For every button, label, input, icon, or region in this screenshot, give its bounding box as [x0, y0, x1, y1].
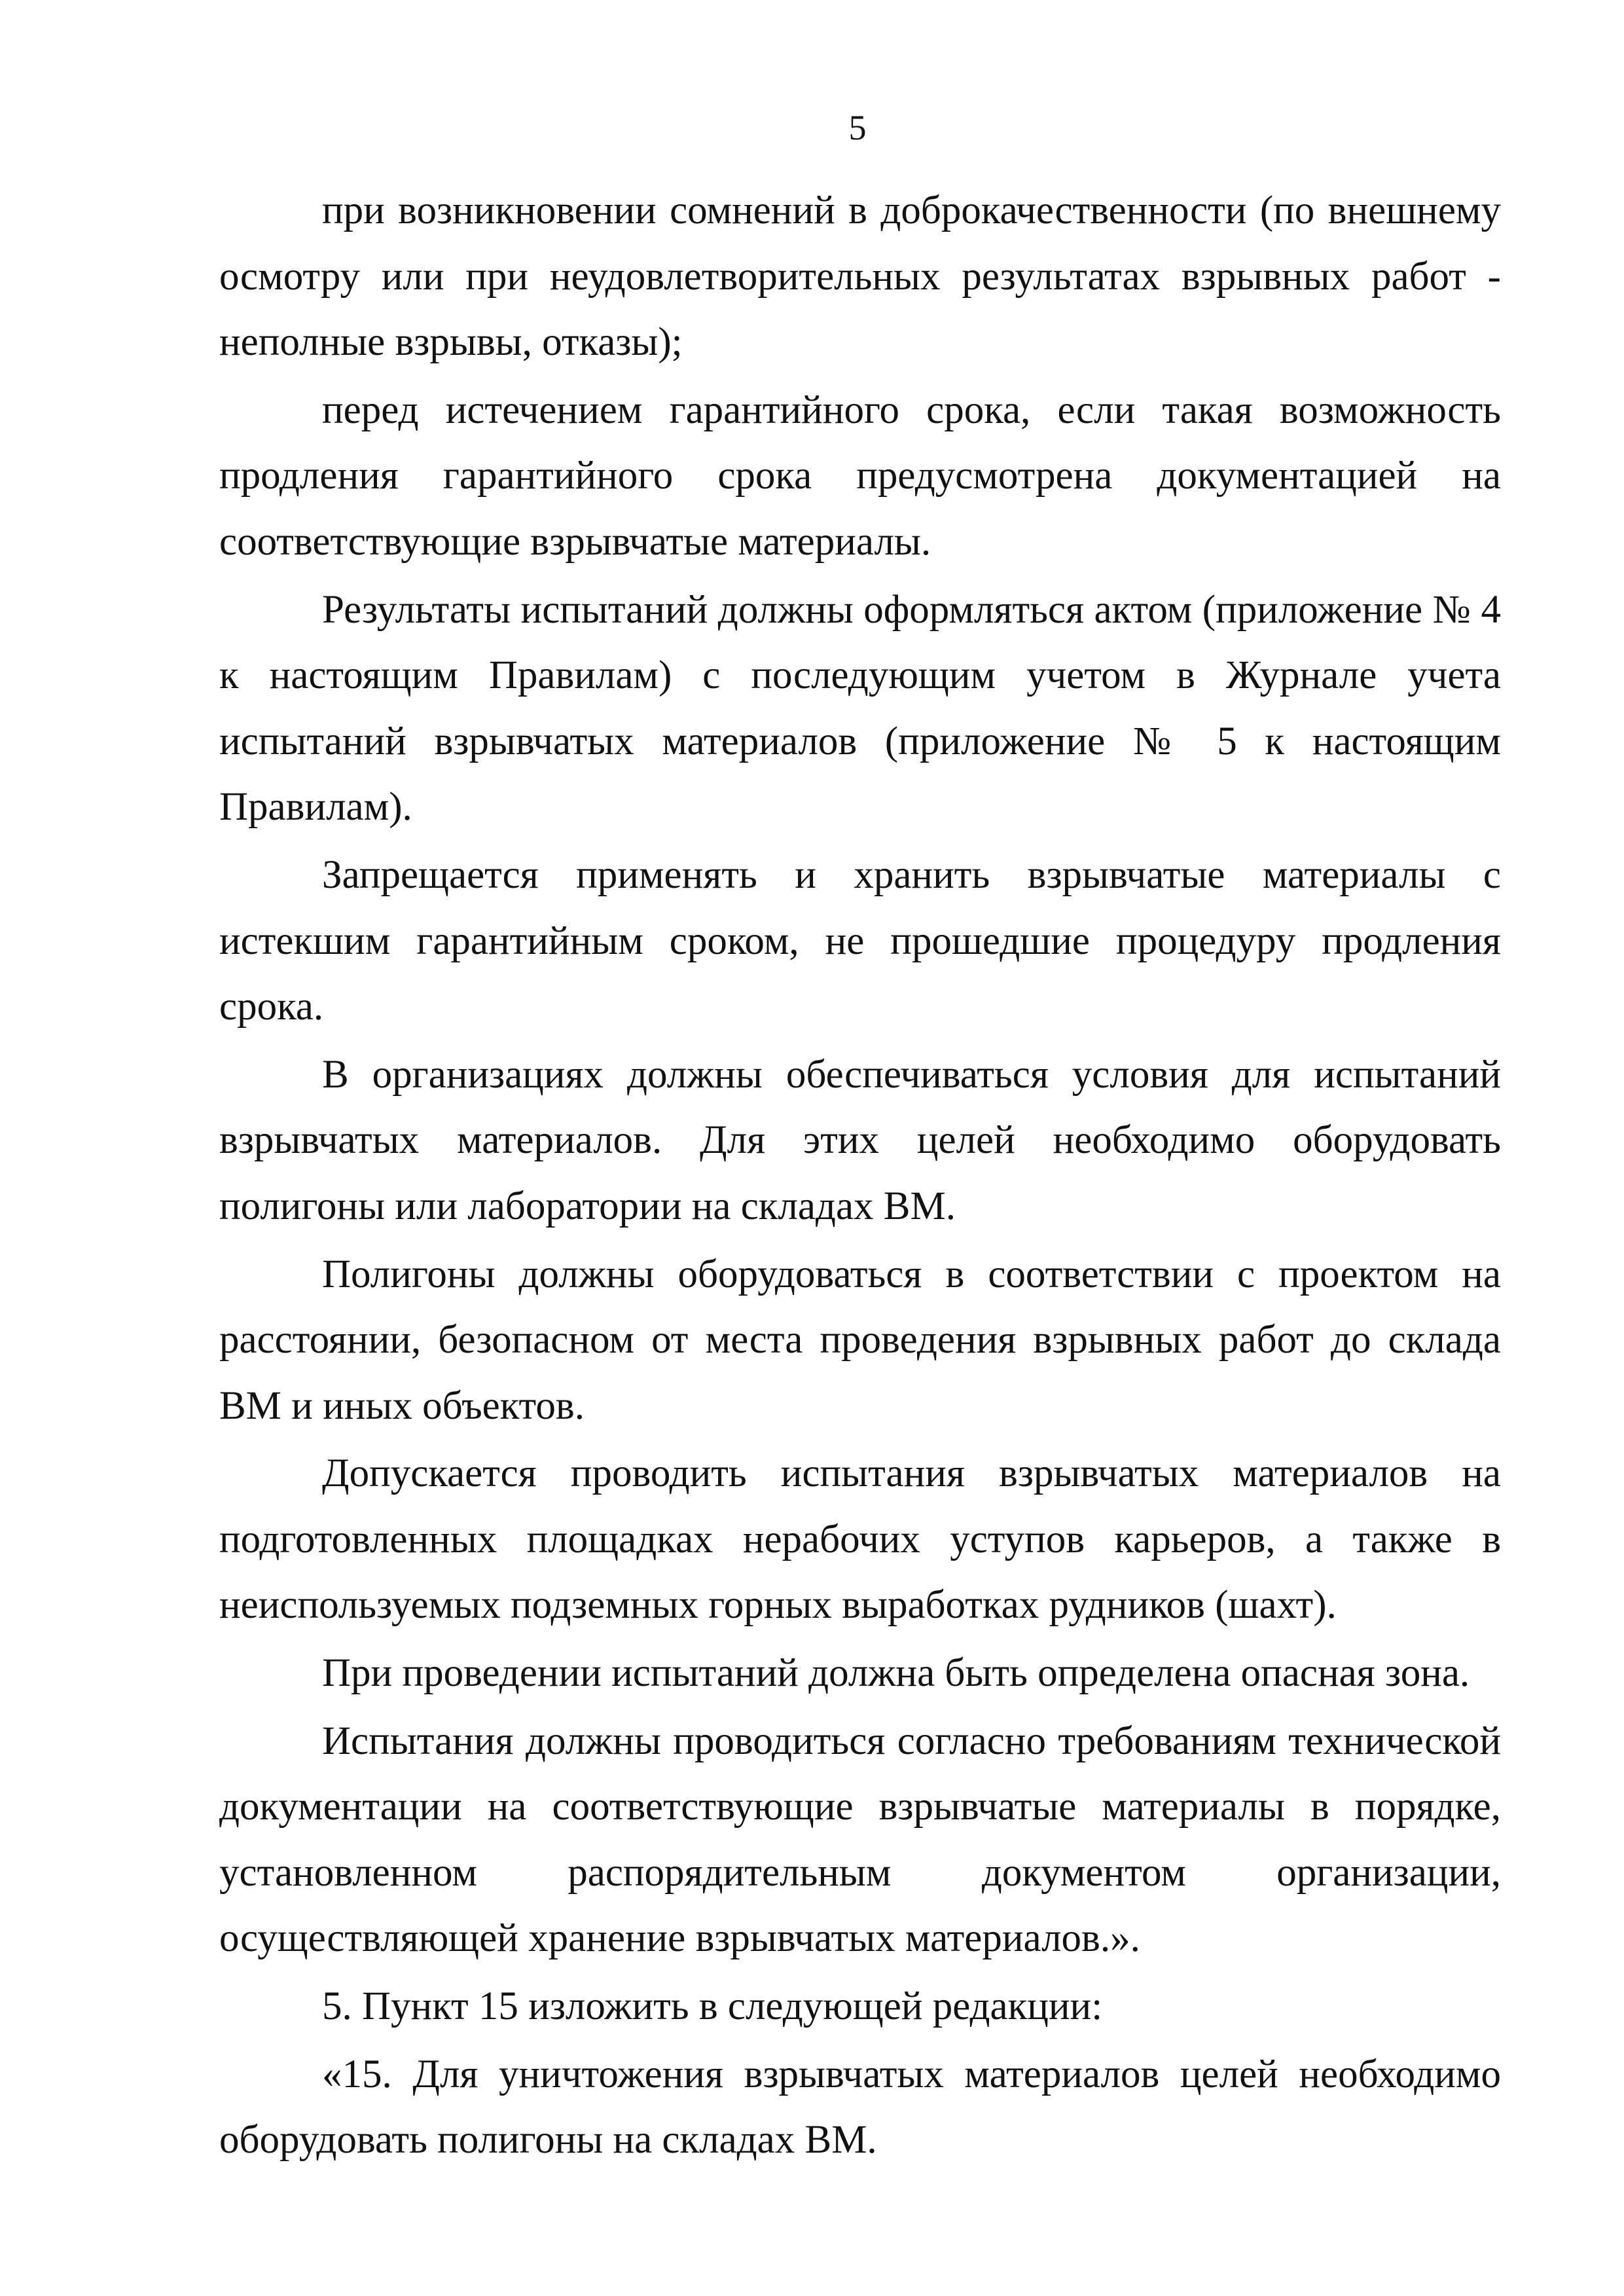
paragraph-danger-zone: При проведении испытаний должна быть определена опасная зона.: [322, 1651, 1470, 1696]
paragraph-item-15: «15. Для уничтожения взрывчатых материалов целей необходимо оборудовать полигоны на складах ВМ.: [219, 2052, 1501, 2162]
paragraph-test-requirements: Испытания должны проводиться согласно требованиям технической документации на соответствующие взрывчатые материалы в порядке, установленном распорядительным документом организации, осуществляющей хранение взрывчатых материалов.».: [219, 1719, 1501, 1961]
paragraph-warranty-expiry: перед истечением гарантийного срока, если такая возможность продления гарантийного срока предусмотрена документацией на соответствующие взрывчатые материалы.: [219, 388, 1501, 564]
paragraph-item-5: 5. Пункт 15 изложить в следующей редакции:: [322, 1984, 1103, 2029]
document-body: [219, 178, 1501, 2174]
page-number: 5: [848, 108, 867, 147]
paragraph-permitted-sites: Допускается проводить испытания взрывчатых материалов на подготовленных площадках нерабочих уступов карьеров, а также в неиспользуемых подземных горных выработках рудников (шахт).: [219, 1451, 1501, 1628]
paragraph-prohibition: Запрещается применять и хранить взрывчатые материалы с истекшим гарантийным сроком, не прошедшие процедуру продления срока.: [219, 852, 1501, 1029]
paragraph-doubt-quality: при возникновении сомнений в доброкачественности (по внешнему осмотру или при неудовлетворительных результатах взрывных работ - неполные взрывы, отказы);: [219, 189, 1501, 365]
paragraph-test-results: Результаты испытаний должны оформляться актом (приложение № 4 к настоящим Правилам) с последующим учетом в Журнале учета испытаний взрывчатых материалов (приложение № 5 к настоящим Правилам).: [219, 587, 1501, 829]
paragraph-test-ranges: Полигоны должны оборудоваться в соответствии с проектом на расстоянии, безопасном от места проведения взрывных работ до склада ВМ и иных объектов.: [219, 1252, 1501, 1428]
paragraph-organization-conditions: В организациях должны обеспечиваться условия для испытаний взрывчатых материалов. Для этих целей необходимо оборудовать полигоны или лаборатории на складах ВМ.: [219, 1052, 1501, 1228]
